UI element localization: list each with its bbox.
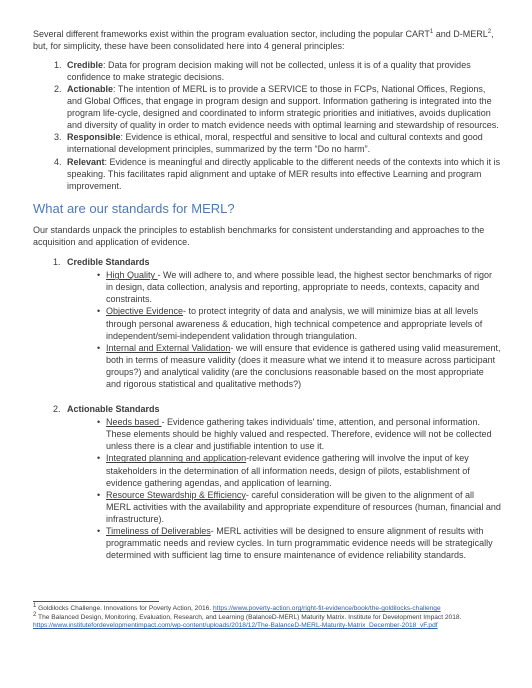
standard-item [106, 416, 501, 452]
footnote-ref-1[interactable]: 1 [429, 29, 434, 35]
standard-item [106, 305, 501, 341]
standard-text: - Evidence gathering takes individuals' time, attention, and personal information. These elements should be highly valued and respected. Therefore, evidence will not be collected unless there is a clear and justifiable intention to use it. [106, 417, 492, 452]
standard-text: - MERL activities will be designed to ensure alignment of results with programmatic needs and review cycles. In turn programmatic evidence needs will be strategically determined with sufficient lag time to ensure maintenance of evidence reliability standards. [106, 526, 493, 561]
standard-item [106, 525, 501, 561]
footnote-mark: 1 [33, 602, 37, 609]
principle-term: Responsible [67, 132, 121, 143]
standard-term: Timeliness of Deliverables [106, 526, 211, 536]
standard-group [63, 256, 501, 390]
standard-term: Integrated planning and application [106, 453, 247, 464]
principle-text: : The intention of MERL is to provide a SERVICE to those in FCPs, National Offices, Regions, and Global Offices, that engage in program design and support. Information gathering is integrated into the program life-cycle, designed and coordinated to inform strategic priorities and initiatives, avoids duplication and diversity of quality in order to match evidence needs with optimal learning and stewardship of resources. [67, 84, 499, 131]
principle-item [64, 83, 501, 131]
principle-term: Relevant [67, 156, 105, 167]
standard-group-title: Credible Standards [67, 257, 150, 268]
footnote-divider [33, 601, 159, 602]
standard-group [63, 403, 501, 561]
footnote-1 [33, 602, 501, 614]
principle-term: Credible [67, 59, 104, 70]
footnotes [33, 601, 501, 631]
document-page [33, 28, 501, 561]
standard-group-title: Actionable Standards [67, 404, 160, 415]
standard-bullets [67, 269, 501, 390]
principle-text: : Data for program decision making will not be collected, unless it is of a quality that provides confidence to make strategic decisions. [67, 59, 471, 82]
standard-term: High Quality [106, 270, 158, 281]
footnote-text: The Balanced Design, Monitoring, Evaluation, Research, and Learning (BalanceD-MERL) Maturity Matrix. Institute for Development Impact 2018. [36, 613, 462, 621]
footnote-ref-2[interactable]: 2 [487, 29, 492, 35]
standard-term: Resource Stewardship & Efficiency [106, 489, 246, 500]
standard-text: - to protect integrity of data and analysis, we will minimize bias at all levels through personal awareness & education, high technical competence and appropriate levels of independent/semi-independent validation through triangulation. [106, 306, 483, 341]
principle-item [64, 156, 501, 192]
standard-item [106, 342, 501, 390]
standard-term: Internal and External Validation [106, 342, 231, 353]
footnote-link[interactable]: https://www.poverty-action.org/right-fit-evidence/book/the-goldilocks-challenge [213, 605, 441, 612]
standard-text: - careful consideration will be given to the alignment of all MERL activities with the availability and appropriate expenditure of resources (human, financial and infrastructure). [106, 489, 501, 524]
footnote-2 [33, 611, 501, 631]
intro-text: , but, for simplicity, these have been consolidated here into 4 general principles: [33, 29, 494, 52]
principles-list [33, 59, 501, 192]
footnote-text: Goldilocks Challenge. Innovations for Poverty Action, 2016. [36, 605, 214, 612]
intro-text: and D-MERL [433, 29, 488, 39]
standard-text: - we will ensure that evidence is gathered using valid measurement, both in terms of measure validity (does it measure what we intend it to measure across participant groups?) and analytical validity (are the conclusions reasonable based on the most appropriate and rigorous statistical and qualitative methods?) [106, 342, 501, 389]
standard-text: - We will adhere to, and where possible lead, the highest sector benchmarks of rigor in design, data collection, analysis and reporting, appropriate to needs, contexts, capacity and constraints. [106, 270, 493, 305]
standard-term: Needs based [106, 417, 162, 428]
standard-item [106, 452, 501, 488]
principle-item [64, 131, 501, 155]
standard-item [106, 269, 501, 305]
standards-list [33, 256, 501, 561]
section-heading: What are our standards for MERL? [33, 200, 235, 216]
footnote-link[interactable]: https://www.institutefordevelopmentimpact.com/wp-content/uploads/2018/12/The-BalanceD-MERL-Maturity-Matrix_December-2018_vF.pdf [33, 622, 438, 630]
principle-term: Actionable [67, 84, 114, 94]
standard-bullets [67, 416, 501, 561]
intro-text: Several different frameworks exist within the program evaluation sector, including the popular CART [33, 29, 430, 39]
standard-item [106, 489, 501, 525]
principle-item [64, 59, 501, 83]
principle-text: : Evidence is ethical, moral, respectful and sensitive to local and cultural contexts and good international development principles, summarized by the term “Do no harm”. [67, 132, 483, 155]
principle-text: : Evidence is meaningful and directly applicable to the different needs of the contexts into which it is speaking. This facilitates rapid alignment and uptake of MER results into effective Learning and program improvement. [67, 156, 501, 191]
standard-term: Objective Evidence [106, 306, 184, 317]
intro-paragraph [33, 28, 501, 53]
footnote-mark: 2 [33, 611, 37, 618]
standard-text: -relevant evidence gathering will involve the input of key stakeholders in the determination of all information needs, design of pilots, establishment of evidence gathering agendas, and application of learning. [106, 453, 470, 488]
section-description: Our standards unpack the principles to establish benchmarks for consistent understanding and approaches to the acquisition and application of evidence. [33, 224, 485, 247]
